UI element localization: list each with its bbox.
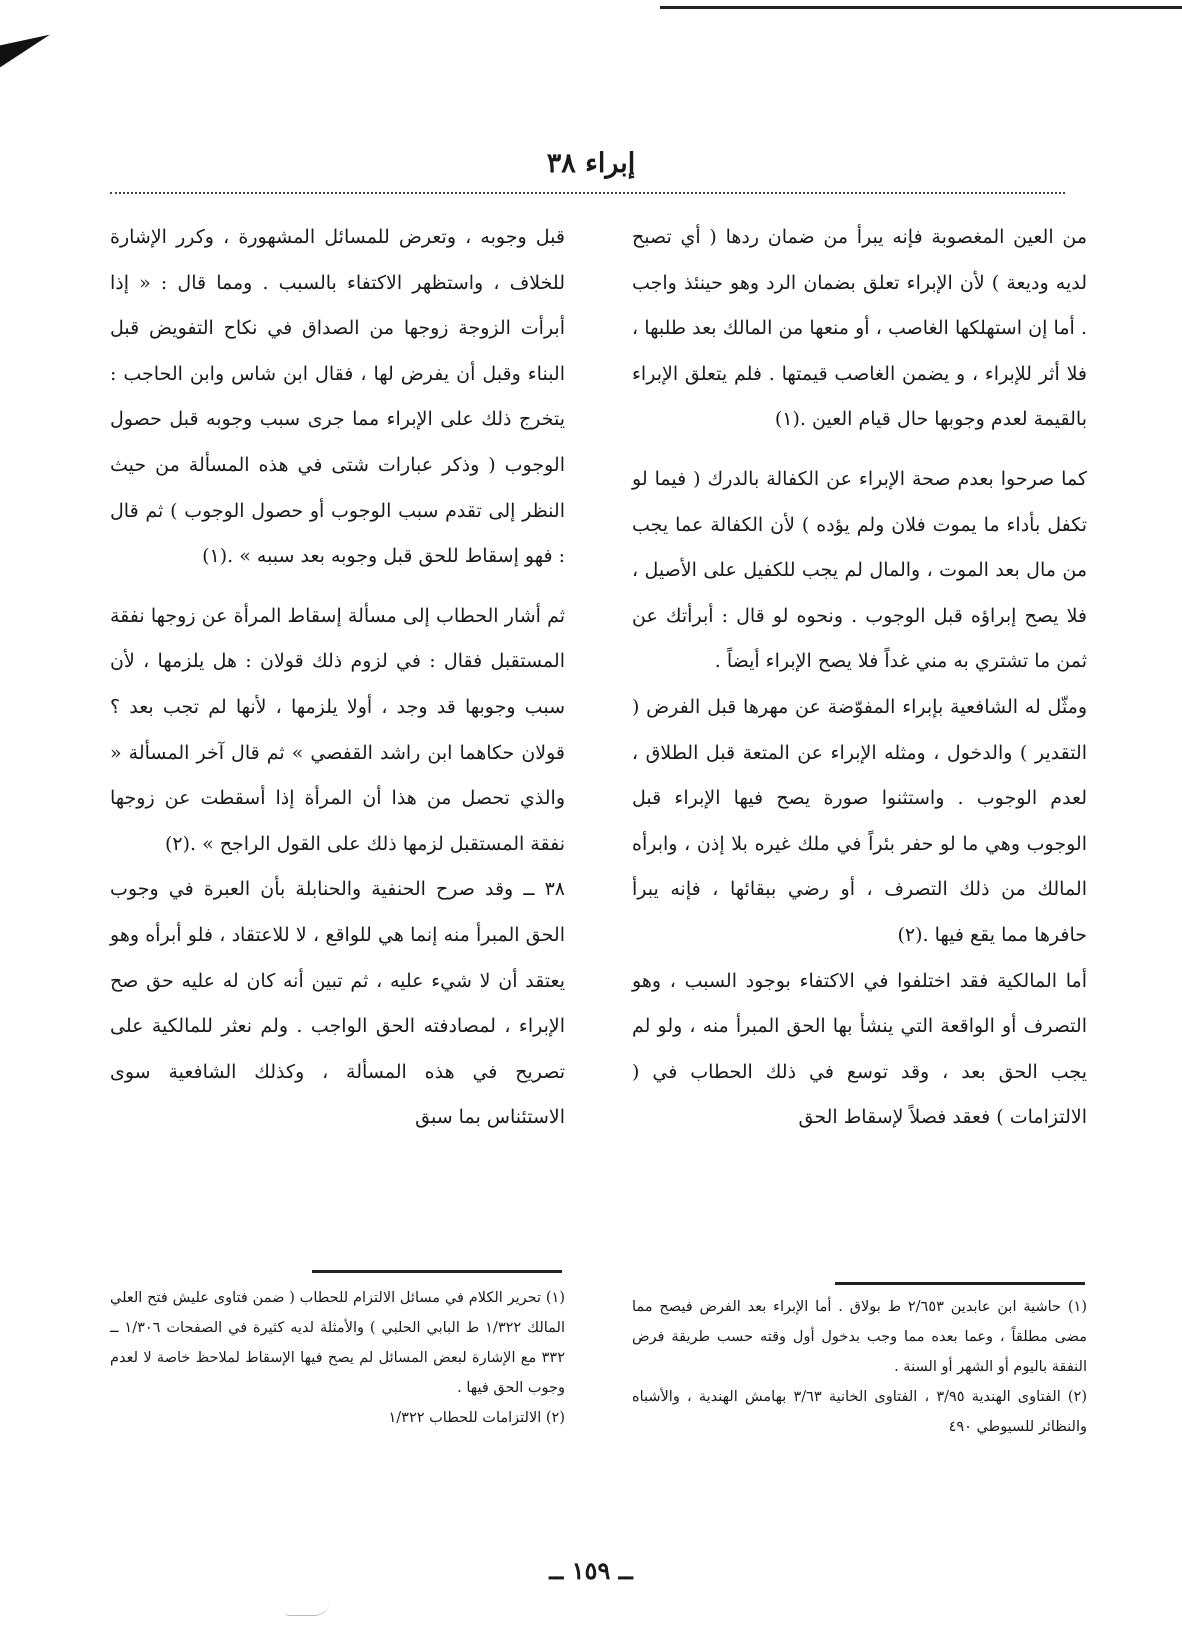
- footnote: (٢) الالتزامات للحطاب ١/٣٢٢: [388, 1410, 565, 1426]
- paragraph: قبل وجوبه ، وتعرض للمسائل المشهورة ، وكرر الإشارة للخلاف ، واستظهر الاكتفاء بالسبب . ومما قال : « إذا أبرأت الزوجة زوجها من الصداق في نكاح التفويض قبل البناء وقبل أن يفرض لها ، فقال ابن شاس وابن الحاجب : يتخرج ذلك على الإبراء مما جرى سبب وجوبه قبل حصول الوجوب ( وذكر عبارات شتى في هذه المسألة من حيث النظر إلى تقدم سبب الوجوب أو حصول الوجوب ) ثم قال : فهو إسقاط للحق قبل وجوبه بعد سببه » .(١): [110, 226, 565, 568]
- page-title: إبراء ٣٨: [546, 148, 636, 179]
- paragraph: كما صرحوا بعدم صحة الإبراء عن الكفالة بالدرك ( فيما لو تكفل بأداء ما يموت فلان ولم يؤده ) لأن الكفالة عما يجب من مال بعد الموت ، والمال لم يجب للكفيل على الأصيل ، فلا يصح إبراؤه قبل الوجوب . ونحوه لو قال : أبرأتك عن ثمن ما تشتري به مني غداً فلا يصح الإبراء أيضاً .: [632, 467, 1087, 673]
- page-number: ــ ١٥٩ ــ: [549, 1556, 633, 1585]
- paragraph: ومثّل له الشافعية بإبراء المفوّضة عن مهرها قبل الفرض ( التقدير ) والدخول ، ومثله الإبراء عن المتعة قبل الطلاق ، لعدم الوجوب . واستثنوا صورة يصح فيها الإبراء قبل الوجوب وهي ما لو حفر بئراً في ملك غيره بلا إذن ، وابرأه المالك من ذلك التصرف ، أو رضي ببقائها ، فإنه يبرأ حافرها مما يقع فيها .(٢): [632, 695, 1087, 946]
- section-paragraph-38: ٣٨ ــ وقد صرح الحنفية والحنابلة بأن العبرة في وجوب الحق المبرأ منه إنما هي للواقع ، لا للاعتقاد ، فلو أبرأه وهو يعتقد أن لا شيء عليه ، ثم تبين أنه كان له عليه حق صح الإبراء ، لمصادفته الحق الواجب . ولم نعثر للمالكية على تصريح في هذه المسألة ، وكذلك الشافعية سوى الاستئناس بما سبق: [110, 878, 565, 1129]
- paragraph: ثم أشار الحطاب إلى مسألة إسقاط المرأة عن زوجها نفقة المستقبل فقال : في لزوم ذلك قولان : هل يلزمها ، لأن سبب وجوبها قد وجد ، أولا يلزمها ، لأنها لم تجب بعد ؟ قولان حكاهما ابن راشد القفصي » ثم قال آخر المسألة « والذي تحصل من هذا أن المرأة إذا أسقطت عن زوجها نفقة المستقبل لزمها ذلك على القول الراجح » .(٢): [110, 604, 565, 855]
- title-dotted-rule: [110, 192, 1065, 194]
- left-column: [110, 215, 565, 1141]
- scan-corner-mark: [0, 35, 50, 68]
- footnotes-left: [110, 1283, 565, 1433]
- scan-smudge: [285, 1600, 330, 1616]
- paragraph: أما المالكية فقد اختلفوا في الاكتفاء بوجود السبب ، وهو التصرف أو الواقعة التي ينشأ بها الحق المبرأ منه ، ولو لم يجب الحق بعد ، وقد توسع في ذلك الحطاب في ( الالتزامات ) فعقد فصلاً لإسقاط الحق: [632, 969, 1087, 1129]
- paragraph: من العين المغصوبة فإنه يبرأ من ضمان ردها ( أي تصبح لديه وديعة ) لأن الإبراء تعلق بضمان الرد وهو حينئذ واجب . أما إن استهلكها الغاصب ، أو منعها من المالك بعد طلبها ، فلا أثر للإبراء ، و يضمن الغاصب قيمتها . فلم يتعلق الإبراء بالقيمة لعدم وجوبها حال قيام العين .(١): [632, 226, 1087, 431]
- footnote-divider-left: [312, 1270, 562, 1273]
- footnote-divider-right: [835, 1282, 1085, 1285]
- footnote: (١) تحرير الكلام في مسائل الالتزام للحطاب ( ضمن فتاوى عليش فتح العلي المالك ١/٣٢٢ ط البابي الحلبي ) والأمثلة لديه كثيرة في الصفحات ١/٣٠٦ ــ ٣٣٢ مع الإشارة لبعض المسائل لم يصح فيها الإسقاط لملاحظ خاصة لا لعدم وجوب الحق فيها .: [110, 1290, 565, 1396]
- footnote: (١) حاشية ابن عابدين ٢/٦٥٣ ط بولاق . أما الإبراء بعد الفرض فيصح مما مضى مطلقاً ، وعما بعده مما وجب بدخول أول وقته حسب طريقة فرض النفقة باليوم أو الشهر أو السنة .: [632, 1299, 1087, 1375]
- top-border-line: [660, 6, 1182, 9]
- right-column: [632, 215, 1087, 1141]
- footnotes-right: [632, 1292, 1087, 1442]
- footnote: (٢) الفتاوى الهندية ٣/٩٥ ، الفتاوى الخانية ٣/٦٣ بهامش الهندية ، والأشباه والنظائر للسيوطي ٤٩٠: [632, 1389, 1088, 1435]
